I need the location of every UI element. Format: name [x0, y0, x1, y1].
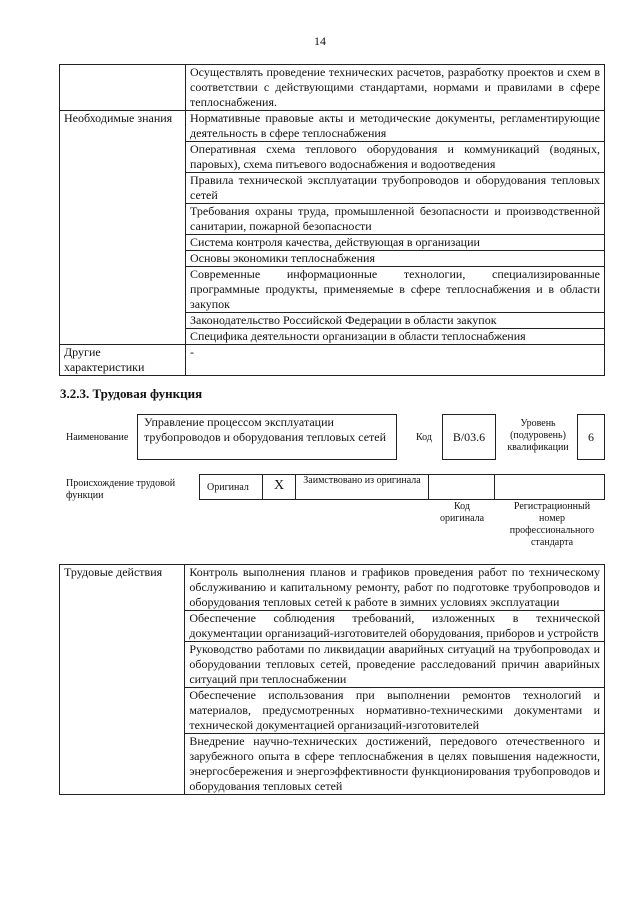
section-heading: 3.2.3. Трудовая функция [60, 386, 203, 401]
knowledge-item: Система контроля качества, действующая в организации [186, 235, 605, 251]
labor-action-item: Обеспечение использования при выполнении ремонтов технологий и материалов, предусмотренных нормативно-техническими документами и технической документацией организаций-изготовителей [185, 688, 605, 734]
function-code-box [442, 414, 496, 460]
knowledge-table [59, 64, 605, 376]
function-name: Управление процессом эксплуатации трубопроводов и оборудования тепловых сетей [144, 415, 387, 444]
knowledge-item: Законодательство Российской Федерации в области закупок [186, 313, 605, 329]
name-label: Наименование [66, 432, 129, 443]
labor-actions-table [59, 564, 605, 795]
knowledge-item: Правила технической эксплуатации трубопроводов и оборудования тепловых сетей [186, 173, 605, 204]
knowledge-item: Специфика деятельности организации в области теплоснабжения [186, 329, 605, 345]
original-label: Оригинал [207, 482, 249, 493]
labor-action-item: Внедрение научно-технических достижений, передового отечественного и зарубежного опыта в сфере теплоснабжения в целях повышения надежности, энергосбережения и энергоэффективности функционирования трубопроводов и оборудования тепловых сетей [185, 734, 605, 795]
labor-action-item: Обеспечение соблюдения требований, изложенных в технической документации организаций-изготовителей оборудования, приборов и устройств [185, 611, 605, 642]
other-characteristics-label: Другие характеристики [60, 345, 186, 376]
divider [494, 474, 495, 500]
level-value-box [577, 414, 605, 460]
level-value: 6 [588, 430, 594, 444]
labor-action-item: Руководство работами по ликвидации аварийных ситуаций на трубопроводах и оборудовании тепловых сетей, проведение расследований причин аварийных ситуаций при теплоснабжении [185, 642, 605, 688]
knowledge-item: Нормативные правовые акты и методические документы, регламентирующие деятельность в сфере теплоснабжения [186, 111, 605, 142]
empty-label-cell [60, 65, 186, 111]
labor-actions-label: Трудовые действия [60, 565, 185, 795]
code-original-label: Код оригинала [439, 501, 485, 524]
labor-action-item: Контроль выполнения планов и графиков проведения работ по техническому обслуживанию и капитальному ремонту, работ по подготовке трубопроводов и оборудования тепловых сетей к работе в зимних условиях эксплуатации [185, 565, 605, 611]
other-characteristics-value: - [186, 345, 605, 376]
knowledge-item: Оперативная схема теплового оборудования и коммуникаций (водяных, паровых), схема питьевого водоснабжения и водоотведения [186, 142, 605, 173]
level-label: Уровень (подуровень) квалификации [507, 418, 569, 453]
registration-number-label: Регистрационный номер профессионального стандарта [509, 501, 595, 548]
knowledge-item: Требования охраны труда, промышленной безопасности и производственной санитарии, пожарной безопасности [186, 204, 605, 235]
function-name-box [137, 414, 397, 460]
borrowed-label: Заимствовано из оригинала [303, 475, 421, 486]
original-mark: X [273, 478, 285, 493]
original-mark-cell [262, 474, 296, 500]
knowledge-item: Современные информационные технологии, специализированные программные продукты, применяемые в сфере теплоснабжения и в области закупок [186, 267, 605, 313]
page-number: 14 [314, 34, 326, 48]
knowledge-label: Необходимые знания [60, 111, 186, 345]
function-code: B/03.6 [452, 430, 486, 444]
divider [428, 474, 429, 500]
origin-label: Происхождение трудовой функции [66, 478, 176, 501]
knowledge-item: Основы экономики теплоснабжения [186, 251, 605, 267]
code-label: Код [416, 432, 432, 443]
table-cell: Осуществлять проведение технических расчетов, разработку проектов и схем в соответствии с действующими стандартами, нормами и правилами в сфере теплоснабжения. [186, 65, 605, 111]
